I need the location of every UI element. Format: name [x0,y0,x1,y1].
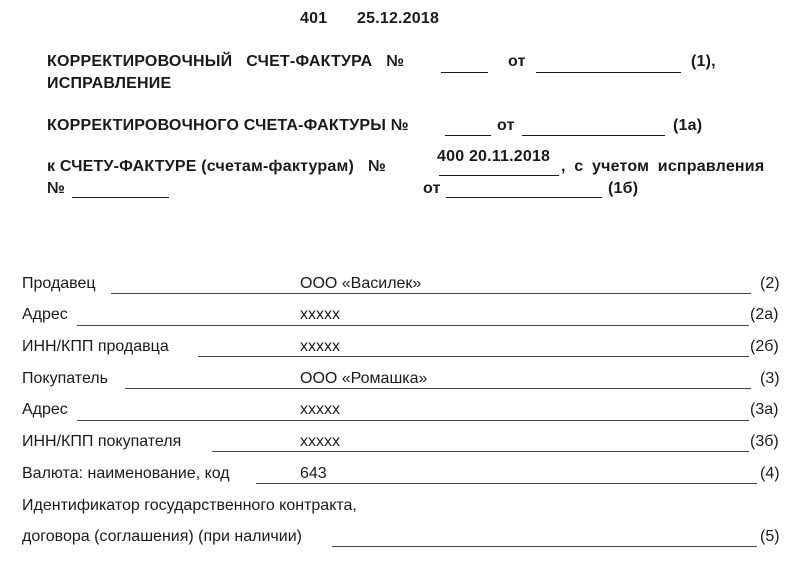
document-date: 25.12.2018 [357,10,440,27]
corrective-invoice-number-field [441,72,488,73]
field-ref: (3б) [750,433,779,450]
correction-date-field [522,135,665,136]
contract-label-line1: Идентификатор государственного контракта, [22,497,357,514]
field-value: ООО «Ромашка» [300,370,428,387]
field-ref: (2а) [750,306,779,323]
corrective-invoice-from-label: от [508,53,526,70]
field-label: Адрес [22,306,68,323]
field-value: ххххх [300,433,340,450]
field-line [125,388,751,389]
with-correction-label: , с учетом исправления [561,158,765,175]
field-line [77,325,749,326]
field-line [332,546,757,547]
invoice-correction-ref: (1б) [608,180,639,197]
field-label: ИНН/КПП покупателя [22,433,182,450]
invoice-correction-from-label: от [423,180,441,197]
invoice-correction-number-field [72,197,169,198]
invoice-correction-number-label: № [47,180,66,197]
field-line [212,451,749,452]
field-label: Валюта: наименование, код [22,465,230,482]
field-value: ххххх [300,401,340,418]
correction-title: КОРРЕКТИРОВОЧНОГО СЧЕТА-ФАКТУРЫ № [47,117,409,134]
field-ref: (3) [760,370,780,387]
field-ref: (4) [760,465,780,482]
correction-label: ИСПРАВЛЕНИЕ [47,75,172,92]
field-value: ООО «Василек» [300,275,422,292]
correction-from-label: от [497,117,515,134]
field-value: ххххх [300,338,340,355]
invoice-number-date: 400 20.11.2018 [437,148,551,165]
field-label: Продавец [22,275,96,292]
field-line [111,293,751,294]
invoice-reference-title: к СЧЕТУ-ФАКТУРЕ (счетам-фактурам) № [47,158,386,175]
field-label: ИНН/КПП продавца [22,338,169,355]
field-ref: (2б) [750,338,779,355]
invoice-number-field [439,175,559,176]
corrective-invoice-date-field [536,72,681,73]
field-line [198,356,749,357]
correction-number-field [445,135,491,136]
correction-ref: (1а) [673,117,703,134]
field-line [77,420,749,421]
field-ref: (3а) [750,401,779,418]
field-ref: (5) [760,528,780,545]
document-number: 401 [300,10,328,27]
corrective-invoice-title: КОРРЕКТИРОВОЧНЫЙ СЧЕТ-ФАКТУРА № [47,53,405,70]
contract-label-line2: договора (соглашения) (при наличии) [22,528,302,545]
field-label: Адрес [22,401,68,418]
field-label: Покупатель [22,370,108,387]
field-ref: (2) [760,275,780,292]
field-value: ххххх [300,306,340,323]
corrective-invoice-ref: (1), [691,53,716,70]
field-value: 643 [300,465,327,482]
invoice-correction-date-field [446,197,602,198]
field-line [256,483,757,484]
